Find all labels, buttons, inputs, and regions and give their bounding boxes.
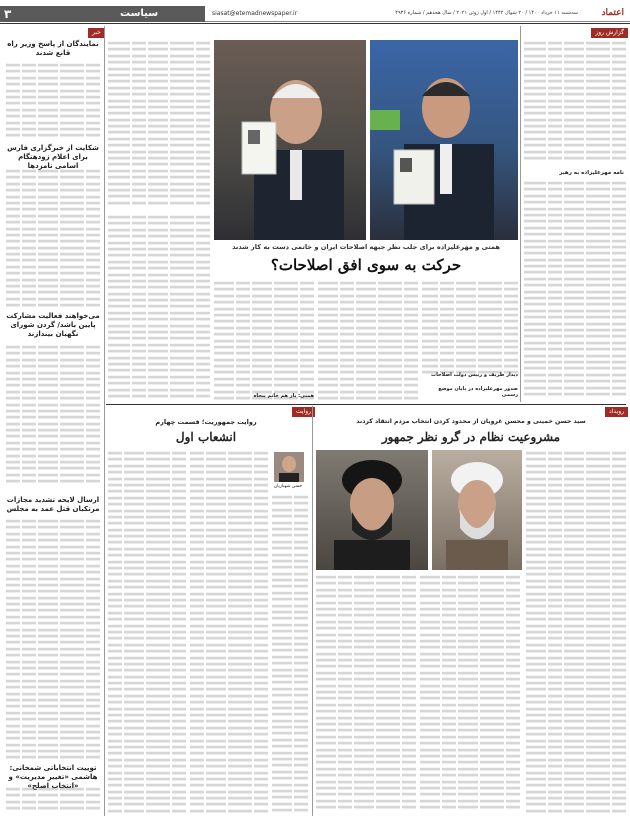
top-story-subhead-b: همتی: باز هم خانم پنجاه — [253, 393, 314, 399]
top-story-headline: حرکت به سوی افق اصلاحات؟ — [270, 256, 462, 274]
photo-gharavian — [432, 450, 522, 570]
right-story-kicker: سید حسن خمینی و محسن غرویان از محدود کردن انتخاب مردم انتقاد کردند — [356, 418, 586, 425]
author-photo — [274, 452, 304, 482]
author-name: حسن شهبازیان — [273, 484, 303, 489]
tag-rooydad: رویداد — [605, 407, 628, 417]
tag-revayat: روایت — [292, 407, 315, 417]
middle-story-col-3 — [272, 494, 308, 816]
header-divider — [0, 23, 630, 24]
left-item-1-body — [6, 62, 100, 140]
right-column-body-2 — [524, 180, 626, 402]
left-item-3-title: می‌خواهند فعالیت مشارکت پایین باشد/ گردن شورای نگهبان بیندازند — [6, 312, 100, 338]
middle-story-kicker: روایت جمهوریت؛ قسمت چهارم — [155, 418, 257, 426]
photo-hassan-khomeini — [316, 450, 428, 570]
page-number: ۳ — [4, 7, 12, 21]
top-story-col-2 — [214, 280, 314, 402]
left-item-1-title: نمایندگان از پاسخ وزیر راه قانع شدند — [7, 40, 99, 57]
section-name: سیاست — [120, 8, 159, 19]
logo: اعتماد — [601, 8, 624, 18]
top-story-col-3 — [318, 280, 418, 402]
top-story-subhead-c: صدور مهرعلیزاده در پایان موضع رسمی — [438, 386, 518, 398]
right-story-headline: مشروعیت نظام در گرو نظر جمهور — [381, 430, 561, 444]
top-story-subhead-a: دیدار ظریف و رییس دولت اصلاحات — [431, 372, 518, 378]
middle-story-col-1 — [108, 450, 186, 816]
middle-right-divider — [312, 406, 313, 816]
left-item-2-title: شکایت از خبرگزاری فارس برای اعلام زودهنگام اسامی نامزدها — [7, 144, 99, 170]
left-item-5-body — [6, 786, 100, 816]
left-item-5-title: توییت انتخاباتی شمخانی: هاشمی «تغییر مدیریت» و «انتخاب اصلح» — [8, 764, 98, 790]
middle-story-headline: انشعاب اول — [175, 430, 237, 444]
left-column-divider — [104, 26, 105, 816]
top-story-col-4 — [422, 280, 518, 380]
left-item-4-body — [6, 518, 100, 764]
tag-khabar: خبر — [88, 28, 105, 38]
middle-story-col-2 — [190, 450, 268, 816]
top-left-body — [108, 40, 210, 210]
tag-gozaresh-rooz: گزارش روز — [591, 28, 628, 38]
right-story-col-3 — [526, 450, 626, 816]
mid-divider — [106, 404, 626, 405]
right-column-subhead: نامه مهرعلیزاده به رهبر — [559, 170, 624, 176]
right-column-divider — [520, 26, 521, 402]
top-story-kicker: همتی و مهرعلیزاده برای جلب نظر جبهه اصلاحات ایران و خاتمی دست به کار شدند — [232, 243, 500, 251]
left-item-3-body — [6, 344, 100, 484]
top-story-col-1 — [108, 214, 210, 402]
website: siasat@etemadnewspaper.ir — [212, 10, 298, 17]
right-column-body-1 — [524, 40, 626, 166]
right-story-col-1 — [316, 574, 416, 816]
left-item-4-title: ارسال لایحه تشدید مجازات مرتکبان قتل عمد به مجلس — [6, 496, 100, 513]
dateline: سه‌شنبه ۱۱ خرداد ۱۴۰۰ / ۲۰ شوال ۱۴۴۲ / اول ژوئن ۲۰۲۱ / سال هجدهم / شماره ۴۹۳۶ — [395, 10, 578, 16]
right-story-col-2 — [420, 574, 520, 816]
left-item-2-body — [6, 168, 100, 310]
photo-candidate-hemmati — [370, 40, 518, 240]
photo-candidate-mehralizadeh — [214, 40, 366, 240]
